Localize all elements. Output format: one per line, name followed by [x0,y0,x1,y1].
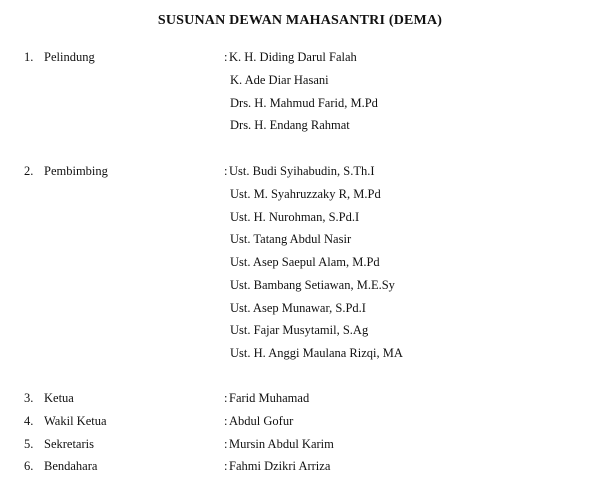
member-name: Fahmi Dzikri Arriza [229,459,331,474]
list-item [0,459,600,482]
section-pembimbing [0,164,600,369]
section-label: Sekretaris [44,436,94,451]
colon-separator: : [224,459,228,474]
member-name: Drs. H. Mahmud Farid, M.Pd [230,95,378,110]
member-name: Mursin Abdul Karim [229,436,334,451]
member-name: Ust. Fajar Musytamil, S.Ag [230,323,369,338]
member-name: Drs. H. Endang Rahmat [230,118,350,133]
list-item [0,301,600,324]
list-item [0,437,600,460]
list-item [0,210,600,233]
section-label: Ketua [44,391,74,405]
member-name: Ust. H. Nurohman, S.Pd.I [230,209,360,224]
list-item [0,278,600,301]
list-item [0,232,600,255]
colon-separator: : [224,164,228,178]
member-name: Ust. Asep Saepul Alam, M.Pd [230,255,380,269]
section-officers [0,391,600,482]
member-name: Farid Muhamad [229,391,310,405]
member-name: Ust. Budi Syihabudin, S.Th.I [229,164,375,178]
section-number: 6. [24,459,34,474]
list-item [0,96,600,119]
list-item [0,118,600,141]
member-name: Ust. Tatang Abdul Nasir [230,232,352,247]
document-title: SUSUNAN DEWAN MAHASANTRI (DEMA) [157,13,443,28]
section-number: 5. [24,436,34,451]
list-item [0,164,600,187]
colon-separator: : [224,436,228,451]
section-label: Wakil Ketua [44,413,107,428]
list-item [0,414,600,437]
member-name: Ust. Bambang Setiawan, M.E.Sy [230,277,395,292]
section-number: 1. [24,50,34,64]
colon-separator: : [224,391,228,405]
section-number: 3. [24,391,34,405]
member-name: K. Ade Diar Hasani [230,72,329,87]
member-name: K. H. Diding Darul Falah [229,50,357,64]
member-name: Ust. Asep Munawar, S.Pd.I [230,300,366,315]
colon-separator: : [224,413,228,428]
section-number: 4. [24,413,34,428]
section-label: Pelindung [44,50,95,64]
member-name: Abdul Gofur [229,413,294,428]
list-item [0,73,600,96]
list-item [0,255,600,278]
list-item [0,346,600,369]
list-item [0,50,600,73]
member-name: Ust. H. Anggi Maulana Rizqi, MA [230,346,403,360]
section-number: 2. [24,164,34,178]
list-item [0,323,600,346]
list-item [0,187,600,210]
section-label: Bendahara [44,459,98,474]
list-item [0,391,600,414]
section-pelindung [0,50,600,141]
member-name: Ust. M. Syahruzzaky R, M.Pd [230,186,381,201]
colon-separator: : [224,50,228,64]
section-label: Pembimbing [44,164,108,178]
